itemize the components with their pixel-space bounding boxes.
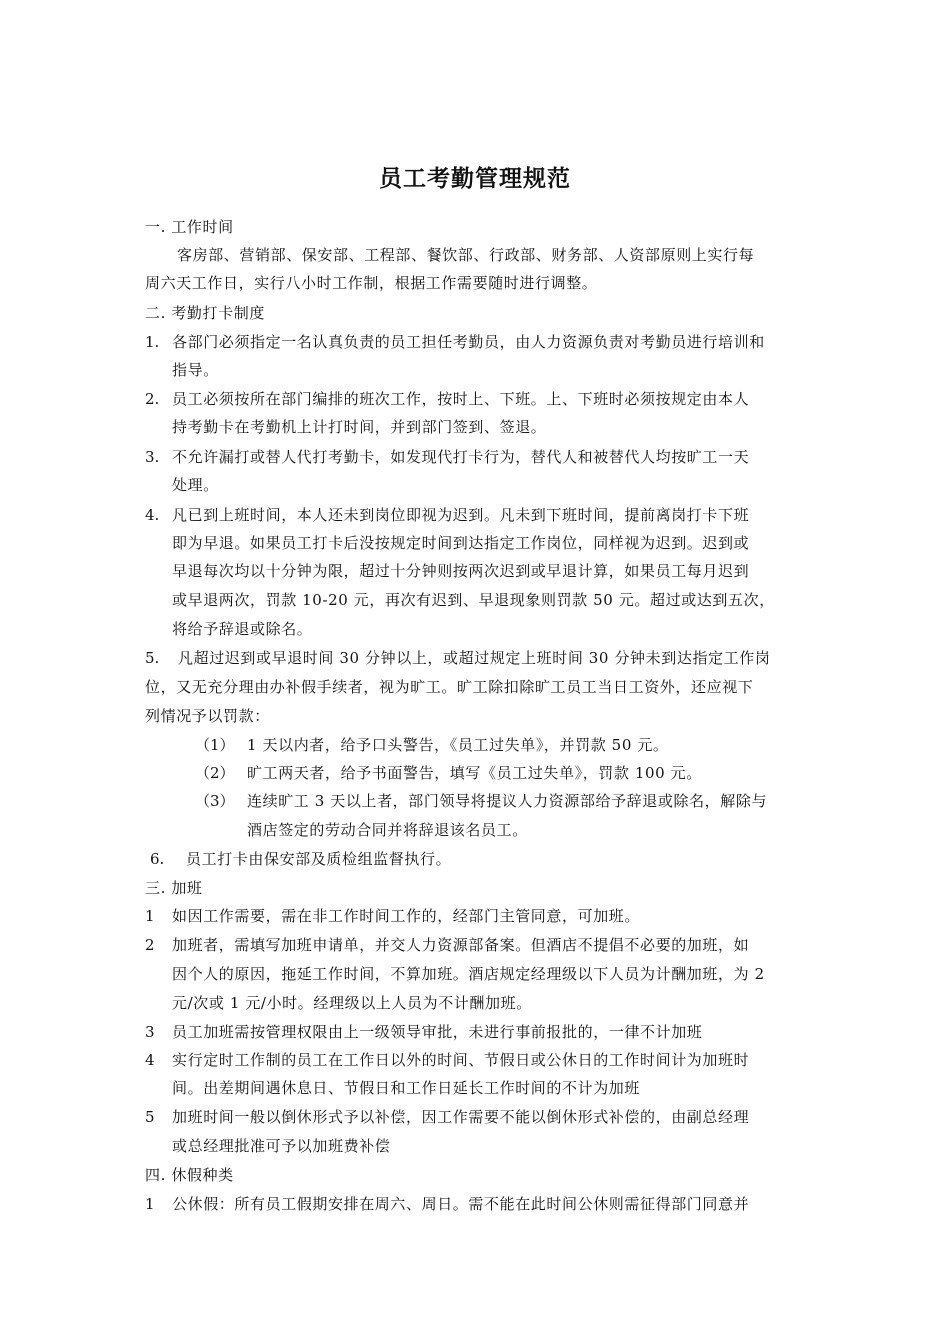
list-number: 5. [145, 649, 160, 667]
list-item-line: 员工必须按所在部门编排的班次工作，按时上、下班。上、下班时必须按规定由本人 [172, 390, 750, 408]
list-item-line: 凡超过迟到或早退时间 30 分钟以上，或超过规定上班时间 30 分钟未到达指定工作岗 [178, 649, 771, 667]
sub-list-number: （2） [195, 764, 235, 782]
section-heading-work-hours: 一. 工作时间 [145, 218, 234, 236]
list-item-line: 凡已到上班时间，本人还未到岗位即视为迟到。凡未到下班时间，提前离岗打卡下班 [172, 506, 750, 524]
list-item-line: 加班时间一般以倒休形式予以补偿，因工作需要不能以倒休形式补偿的，由副总经理 [172, 1108, 750, 1126]
document-title: 员工考勤管理规范 [379, 166, 571, 192]
section-heading-leave-types: 四. 休假种类 [145, 1166, 234, 1184]
list-item-line: 不允许漏打或替人代打考勤卡，如发现代打卡行为，替代人和被替代人均按旷工一天 [172, 448, 750, 466]
list-item-line: 加班者，需填写加班申请单，并交人力资源部备案。但酒店不提倡不必要的加班，如 [172, 936, 750, 954]
list-item-line: 即为早退。如果员工打卡后没按规定时间到达指定工作岗位，同样视为迟到。迟到或 [172, 534, 750, 552]
sub-list-item: 酒店签定的劳动合同并将辞退该名员工。 [247, 821, 528, 839]
list-number: 3. [145, 448, 160, 466]
paragraph-line: 客房部、营销部、保安部、工程部、餐饮部、行政部、财务部、人资部原则上实行每 [177, 246, 755, 264]
sub-list-item: 旷工两天者，给予书面警告，填写《员工过失单》，罚款 100 元。 [247, 764, 702, 782]
list-number: 1 [145, 1195, 155, 1213]
list-number: 2 [145, 936, 155, 954]
list-item-line: 公休假：所有员工假期安排在周六、周日。需不能在此时间公休则需征得部门同意并 [172, 1195, 750, 1213]
sub-list-number: （1） [195, 736, 235, 754]
list-number: 5 [145, 1108, 155, 1126]
list-item-line: 早退每次均以十分钟为限，超过十分钟则按两次迟到或早退计算，如果员工每月迟到 [172, 562, 750, 580]
list-item-line: 因个人的原因，拖延工作时间，不算加班。酒店规定经理级以下人员为计酬加班，为 2 [172, 965, 765, 983]
sub-list-number: （3） [195, 792, 235, 810]
list-item-line: 将给予辞退或除名。 [172, 620, 313, 638]
list-number: 4 [145, 1051, 155, 1069]
list-item-line: 员工加班需按管理权限由上一级领导审批，未进行事前报批的，一律不计加班 [172, 1023, 703, 1041]
list-item-line: 实行定时工作制的员工在工作日以外的时间、节假日或公休日的工作时间计为加班时 [172, 1051, 750, 1069]
list-number: 3 [145, 1023, 155, 1041]
list-number: 1. [145, 333, 160, 351]
list-item-line: 持考勤卡在考勤机上计打时间，并到部门签到、签退。 [172, 418, 547, 436]
list-item-line: 如因工作需要，需在非工作时间工作的，经部门主管同意，可加班。 [172, 907, 641, 925]
list-item-line: 员工打卡由保安部及质检组监督执行。 [186, 850, 452, 868]
list-item-line: 或总经理批准可予以加班费补偿 [172, 1137, 391, 1155]
section-heading-overtime: 三. 加班 [145, 879, 203, 897]
list-number: 2. [145, 390, 160, 408]
list-number: 6. [150, 850, 165, 868]
sub-list-item: 1 天以内者，给予口头警告，《员工过失单》，并罚款 50 元。 [247, 736, 669, 754]
list-number: 1 [145, 907, 155, 925]
list-item-line: 间。出差期间遇休息日、节假日和工作日延长工作时间的不计为加班 [172, 1079, 641, 1097]
paragraph-line: 周六天工作日，实行八小时工作制，根据工作需要随时进行调整。 [145, 274, 598, 292]
sub-list-item: 连续旷工 3 天以上者，部门领导将提议人力资源部给予辞退或除名，解除与 [247, 792, 768, 810]
list-number: 4. [145, 506, 160, 524]
list-item-line: 元/次或 1 元/小时。经理级以上人员为不计酬加班。 [172, 994, 532, 1012]
list-item-line: 列情况予以罚款： [145, 707, 270, 725]
list-item-line: 位，又无充分理由办补假手续者，视为旷工。旷工除扣除旷工员工当日工资外，还应视下 [145, 678, 754, 696]
list-item-line: 各部门必须指定一名认真负责的员工担任考勤员，由人力资源负责对考勤员进行培训和 [172, 333, 765, 351]
list-item-line: 处理。 [172, 476, 219, 494]
list-item-line: 指导。 [172, 361, 219, 379]
list-item-line: 或早退两次，罚款 10-20 元，再次有迟到、早退现象则罚款 50 元。超过或达到五次， [172, 591, 775, 609]
section-heading-attendance: 二. 考勤打卡制度 [145, 304, 265, 322]
